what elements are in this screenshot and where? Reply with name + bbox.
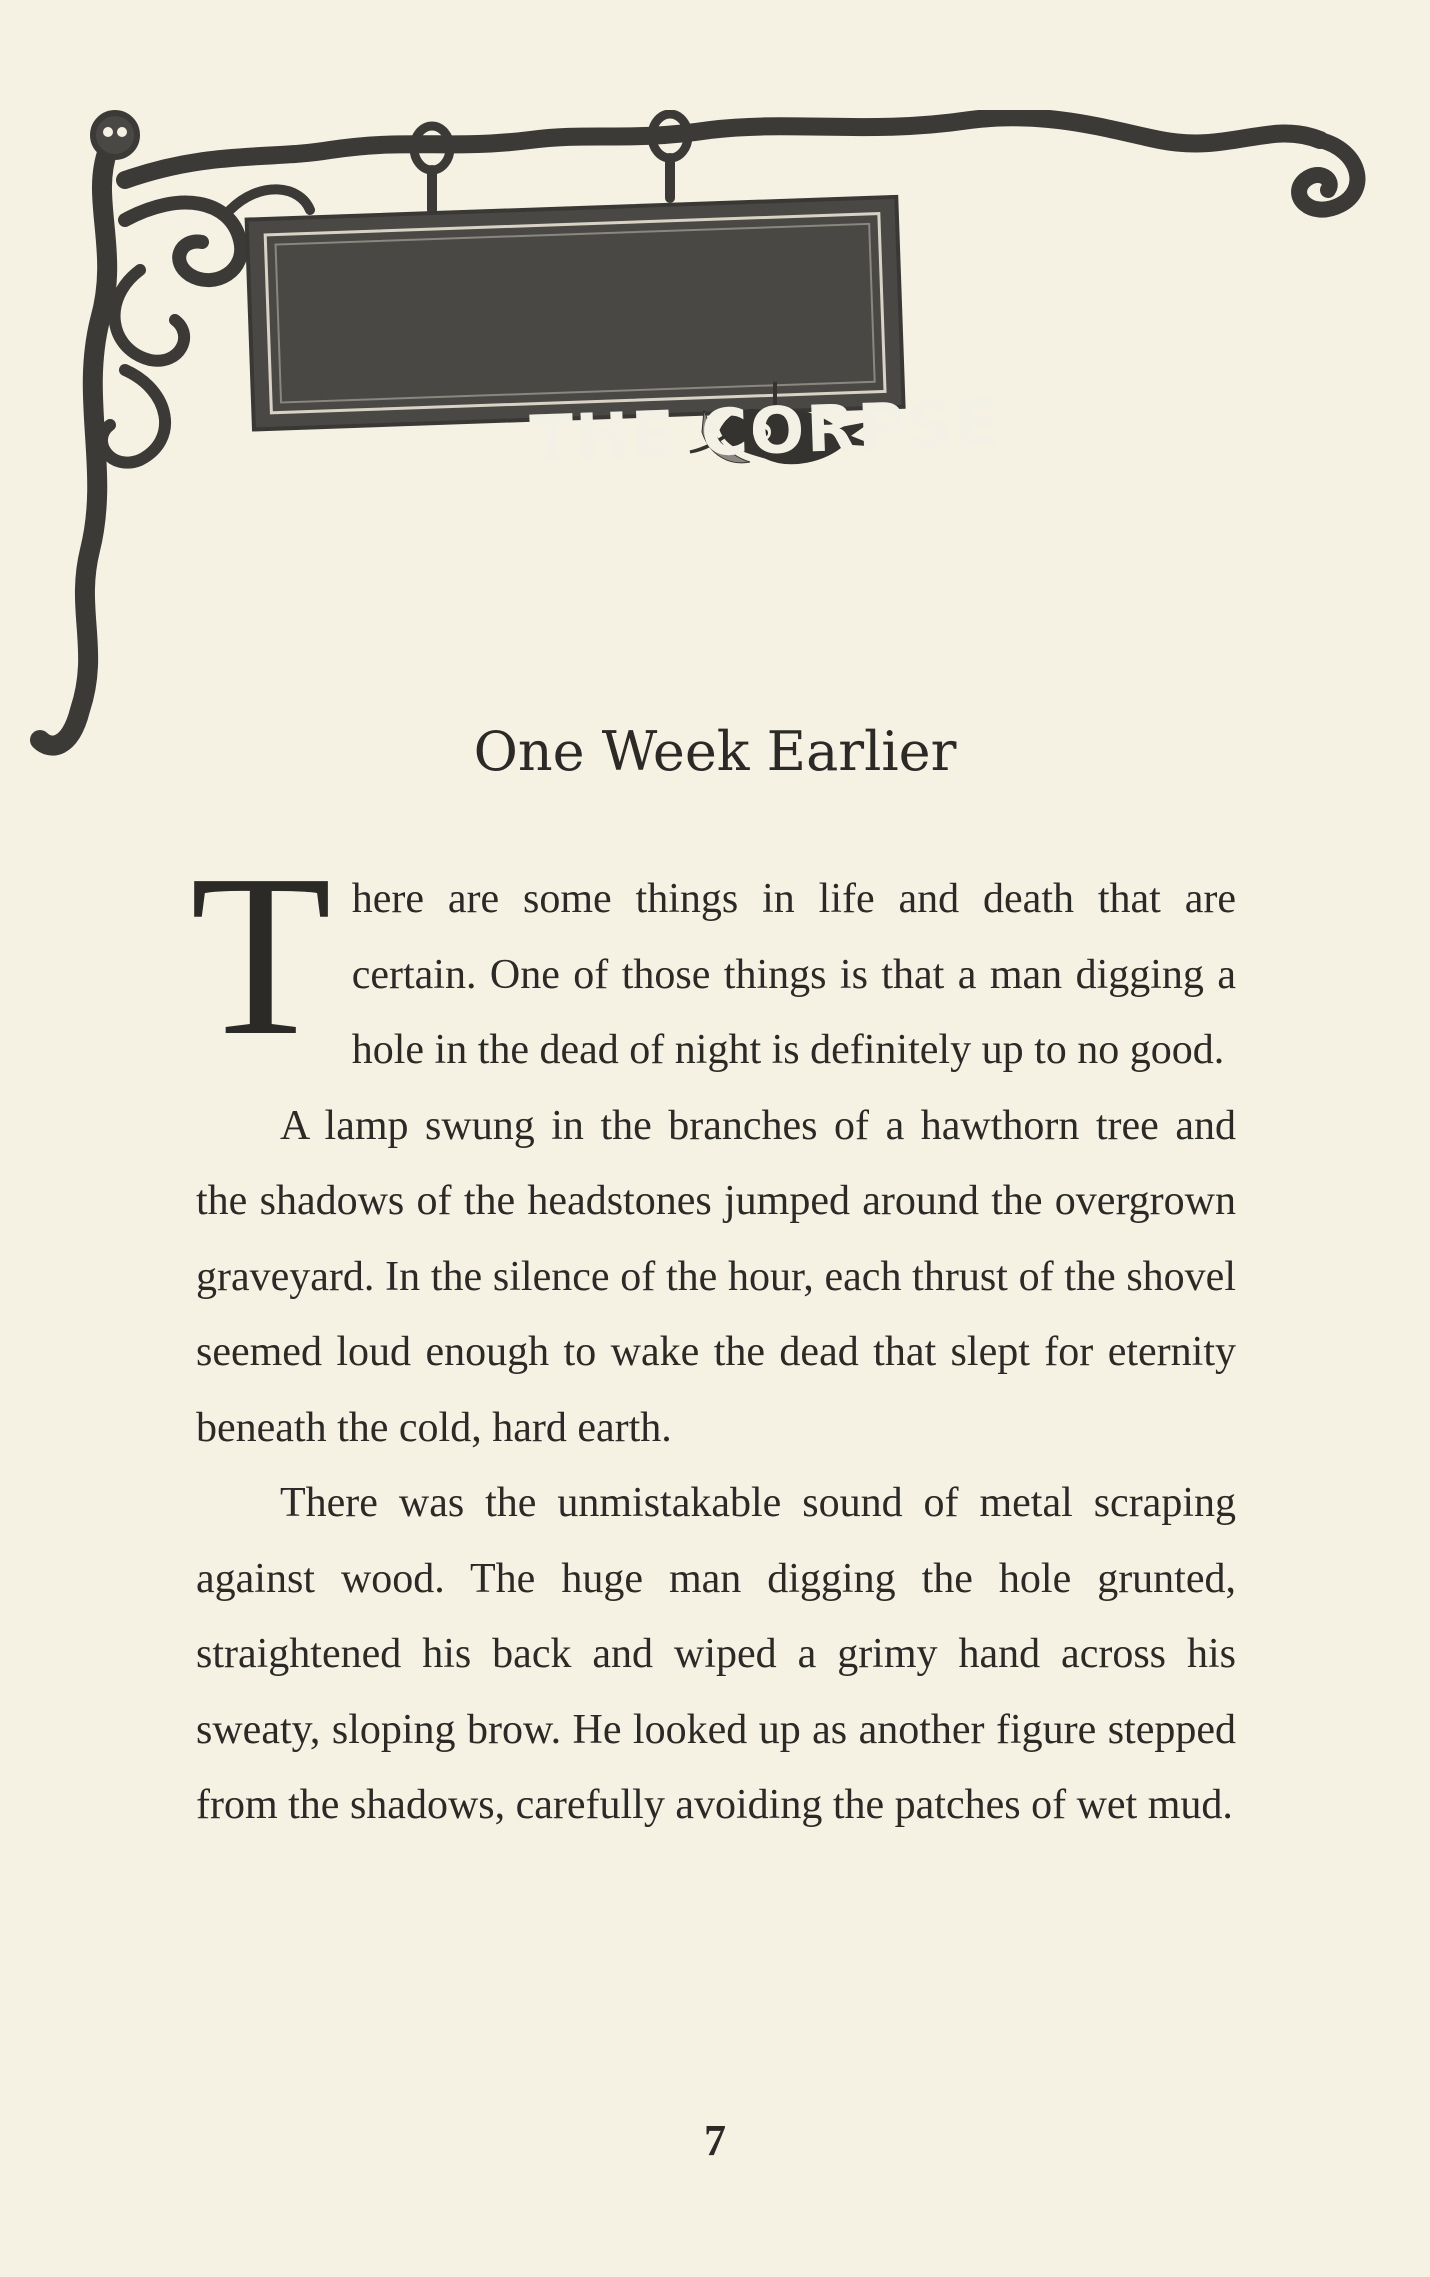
page-number: 7 bbox=[704, 2116, 726, 2165]
paragraph-1 bbox=[190, 827, 1236, 1089]
chapter-title: THE CORPSE bbox=[528, 386, 1002, 478]
chapter-body bbox=[190, 827, 1236, 1844]
paragraph-3: There was the unmistakable sound of metal scraping against wood. The huge man digging the hole grunted, straightened his back and wiped a grimy hand across his sweaty, sloping brow. He looked up as another figure stepped from the shadows, carefully avoiding the patches of wet mud. bbox=[196, 1480, 1236, 1828]
paragraph-1-text: here are some things in life and death that are certain. One of those things is that a man digging a hole in the dead of night is definitely up to no good. bbox=[351, 876, 1236, 1073]
paragraph-2: A lamp swung in the branches of a hawthorn tree and the shadows of the headstones jumped around the overgrown graveyard. In the silence of the hour, each thrust of the shovel seemed loud enough to wake the dead that slept for eternity beneath the cold, hard earth. bbox=[196, 1102, 1236, 1451]
drop-cap: T bbox=[190, 827, 332, 1084]
chapter-subtitle: One Week Earlier bbox=[473, 720, 957, 783]
